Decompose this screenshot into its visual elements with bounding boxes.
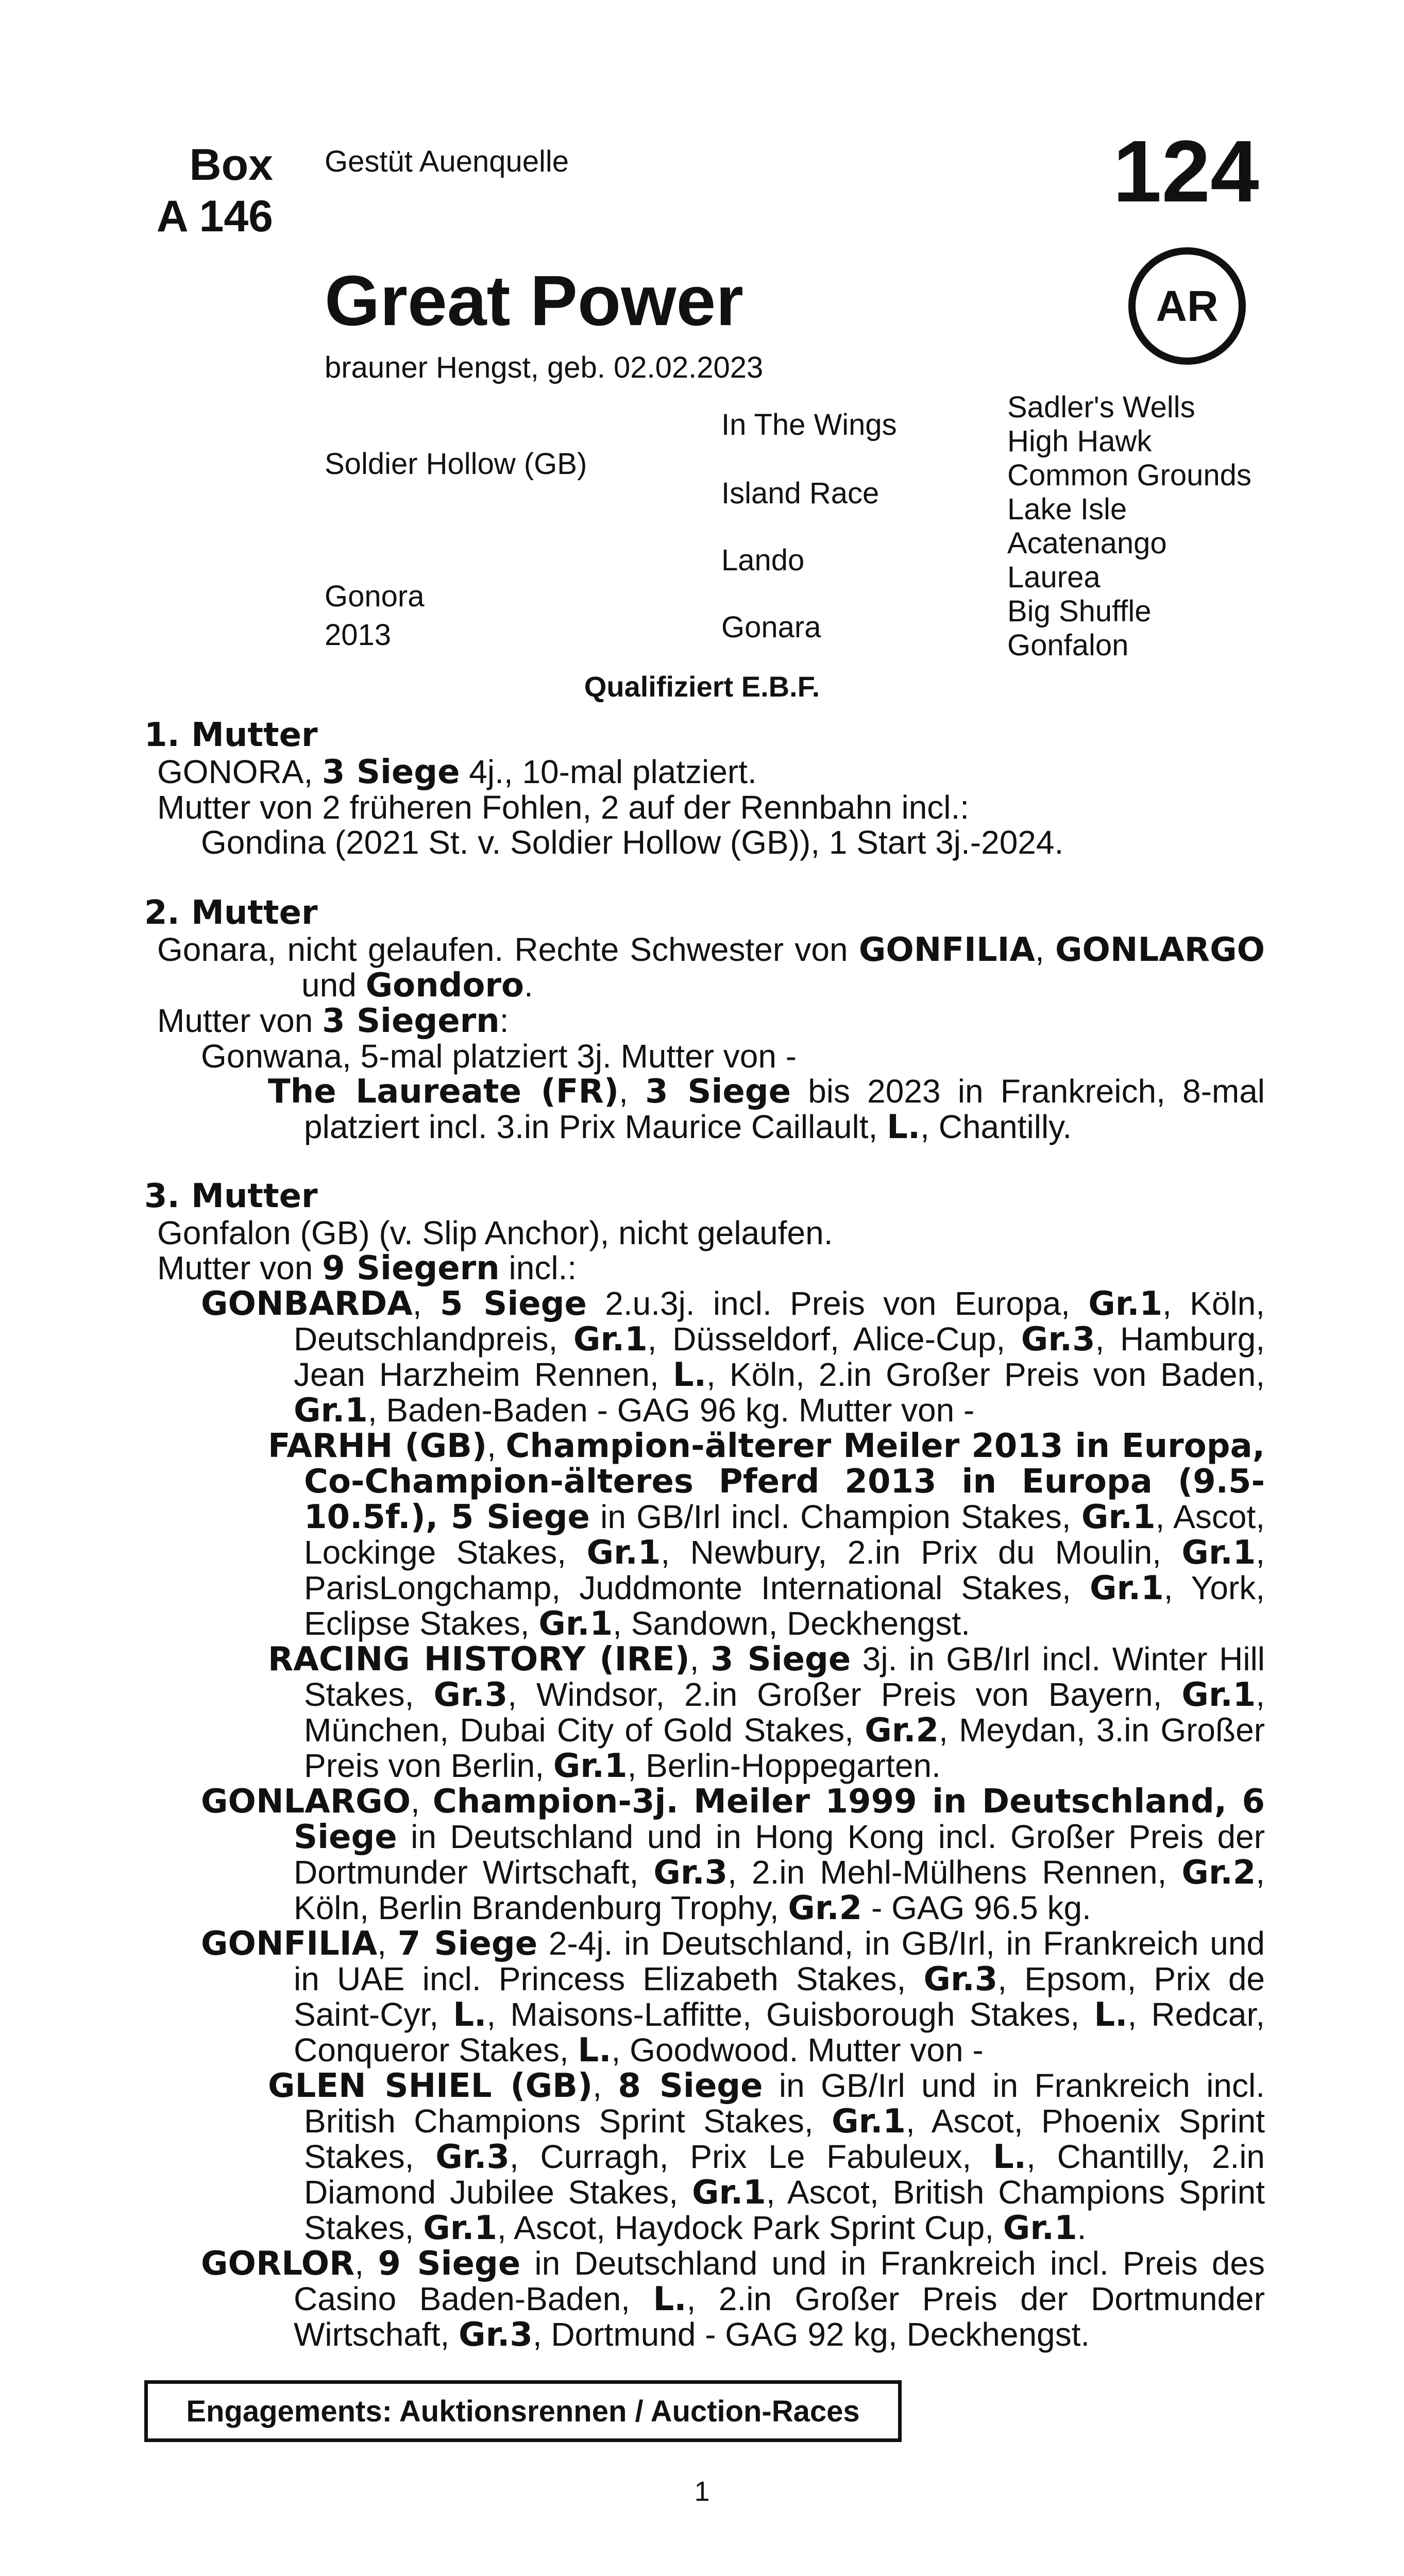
produce-entry-racing-history: RACING HISTORY (IRE), 3 Siege 3j. in GB/Irl incl. Winter Hill Stakes, Gr.3, Windsor, 2.in Großer Preis von Bayern, Gr.1, München, Dubai City of Gold Stakes, Gr.2, Meydan, 3.in Großer Preis von Berlin, Gr.1, Berlin-Hoppegarten. xyxy=(268,1640,1265,1785)
ar-badge xyxy=(1128,247,1246,365)
pedigree-grandsire-2: Lando xyxy=(721,544,805,577)
box-number: A 146 xyxy=(156,192,273,241)
pedigree-ggp-7: Big Shuffle xyxy=(1007,595,1152,628)
pedigree-ggp-4: Lake Isle xyxy=(1007,493,1127,526)
box-label xyxy=(155,139,273,242)
third-dam-record: Gonfalon (GB) (v. Slip Anchor), nicht gelaufen. xyxy=(157,1214,833,1251)
section-heading: 3. Mutter xyxy=(144,1177,318,1215)
pedigree-grandsire-1: In The Wings xyxy=(721,408,897,442)
pedigree-ggp-3: Common Grounds xyxy=(1007,459,1251,492)
pedigree-sire: Soldier Hollow (GB) xyxy=(325,447,587,481)
granddam-record: Gonara, nicht gelaufen. Rechte Schwester von GONFILIA, GONLARGO und Gondoro. xyxy=(157,931,1265,1005)
produce-entry-gonfilia: GONFILIA, 7 Siege 2-4j. in Deutschland, in GB/Irl, in Frankreich und in UAE incl. Princess Elizabeth Stakes, Gr.3, Epsom, Prix de Saint-Cyr, L., Maisons-Laffitte, Guisborough Stakes, L., Redcar, Conqueror Stakes, L., Goodwood. Mutter von - xyxy=(201,1925,1265,2070)
pedigree-dam: Gonora xyxy=(325,580,425,613)
produce-entry-farhh: FARHH (GB), Champion-älterer Meiler 2013 in Europa, Co-Champion-älteres Pferd 2013 in Europa (9.5-10.5f.), 5 Siege in GB/Irl incl. Champion Stakes, Gr.1, Ascot, Lockinge Stakes, Gr.1, Newbury, 2.in Prix du Moulin, Gr.1, ParisLongchamp, Juddmonte International Stakes, Gr.1, York, Eclipse Stakes, Gr.1, Sandown, Deckhengst. xyxy=(268,1427,1265,1643)
produce-entry-gonlargo: GONLARGO, Champion-3j. Meiler 1999 in Deutschland, 6 Siege in Deutschland und in Hong Kong incl. Großer Preis der Dortmunder Wirtschaft, Gr.3, 2.in Mehl-Mülhens Rennen, Gr.2, Köln, Berlin Brandenburg Trophy, Gr.2 - GAG 96.5 kg. xyxy=(201,1783,1265,1927)
produce-entry-laureate: The Laureate (FR), 3 Siege bis 2023 in Frankreich, 8-mal platziert incl. 3.in Prix Maurice Caillault, L., Chantilly. xyxy=(268,1073,1265,1146)
pedigree-ggp-8: Gonfalon xyxy=(1007,629,1129,662)
pedigree-granddam-2: Gonara xyxy=(721,611,821,644)
box-title: Box xyxy=(189,140,273,190)
page-number: 1 xyxy=(694,2476,710,2507)
qualification: Qualifiziert E.B.F. xyxy=(584,670,820,703)
dam-produce-summary: Mutter von 2 früheren Fohlen, 2 auf der Rennbahn incl.: xyxy=(157,789,970,826)
horse-description: brauner Hengst, geb. 02.02.2023 xyxy=(325,351,764,384)
section-mother-2 xyxy=(144,894,1265,1145)
produce-entry-glen-shiel: GLEN SHIEL (GB), 8 Siege in GB/Irl und in Frankreich incl. British Champions Sprint Stakes, Gr.1, Ascot, Phoenix Sprint Stakes, Gr.3, Curragh, Prix Le Fabuleux, L., Chantilly, 2.in Diamond Jubilee Stakes, Gr.1, Ascot, British Champions Sprint Stakes, Gr.1, Ascot, Haydock Park Sprint Cup, Gr.1. xyxy=(268,2067,1265,2247)
third-dam-produce-summary: Mutter von 9 Siegern incl.: xyxy=(157,1249,577,1287)
produce-entry-gonbarda: GONBARDA, 5 Siege 2.u.3j. incl. Preis von Europa, Gr.1, Köln, Deutschlandpreis, Gr.1, Düsseldorf, Alice-Cup, Gr.3, Hamburg, Jean Harzheim Rennen, L., Köln, 2.in Großer Preis von Baden, Gr.1, Baden-Baden - GAG 96 kg. Mutter von - xyxy=(201,1285,1265,1430)
produce-entry-gorlor: GORLOR, 9 Siege in Deutschland und in Frankreich incl. Preis des Casino Baden-Baden, L., 2.in Großer Preis der Dortmunder Wirtschaft, Gr.3, Dortmund - GAG 92 kg, Deckhengst. xyxy=(201,2245,1265,2354)
engagements-label: Engagements: Auktionsrennen / Auction-Races xyxy=(186,2394,860,2428)
section-heading: 1. Mutter xyxy=(144,716,318,754)
section-heading: 2. Mutter xyxy=(144,894,318,932)
pedigree-ggp-1: Sadler's Wells xyxy=(1007,391,1195,424)
pedigree-ggp-6: Laurea xyxy=(1007,561,1101,594)
produce-entry: Gondina (2021 St. v. Soldier Hollow (GB)), 1 Start 3j.-2024. xyxy=(201,824,1064,861)
granddam-produce-summary: Mutter von 3 Siegern: xyxy=(157,1002,509,1040)
pedigree-ggp-5: Acatenango xyxy=(1007,527,1167,560)
pedigree-dam-year: 2013 xyxy=(325,618,392,652)
produce-entry: Gonwana, 5-mal platziert 3j. Mutter von - xyxy=(201,1038,797,1075)
section-mother-3 xyxy=(144,1177,1265,2352)
section-mother-1 xyxy=(144,716,1265,860)
breeder: Gestüt Auenquelle xyxy=(325,145,569,178)
dam-record: GONORA, 3 Siege 4j., 10-mal platziert. xyxy=(157,753,757,791)
horse-name: Great Power xyxy=(325,261,743,341)
pedigree-granddam-1: Island Race xyxy=(721,477,879,510)
pedigree-ggp-2: High Hawk xyxy=(1007,425,1152,458)
ar-badge-label: AR xyxy=(1156,281,1219,330)
lot-number: 124 xyxy=(1113,123,1259,221)
engagements-box xyxy=(144,2380,902,2442)
